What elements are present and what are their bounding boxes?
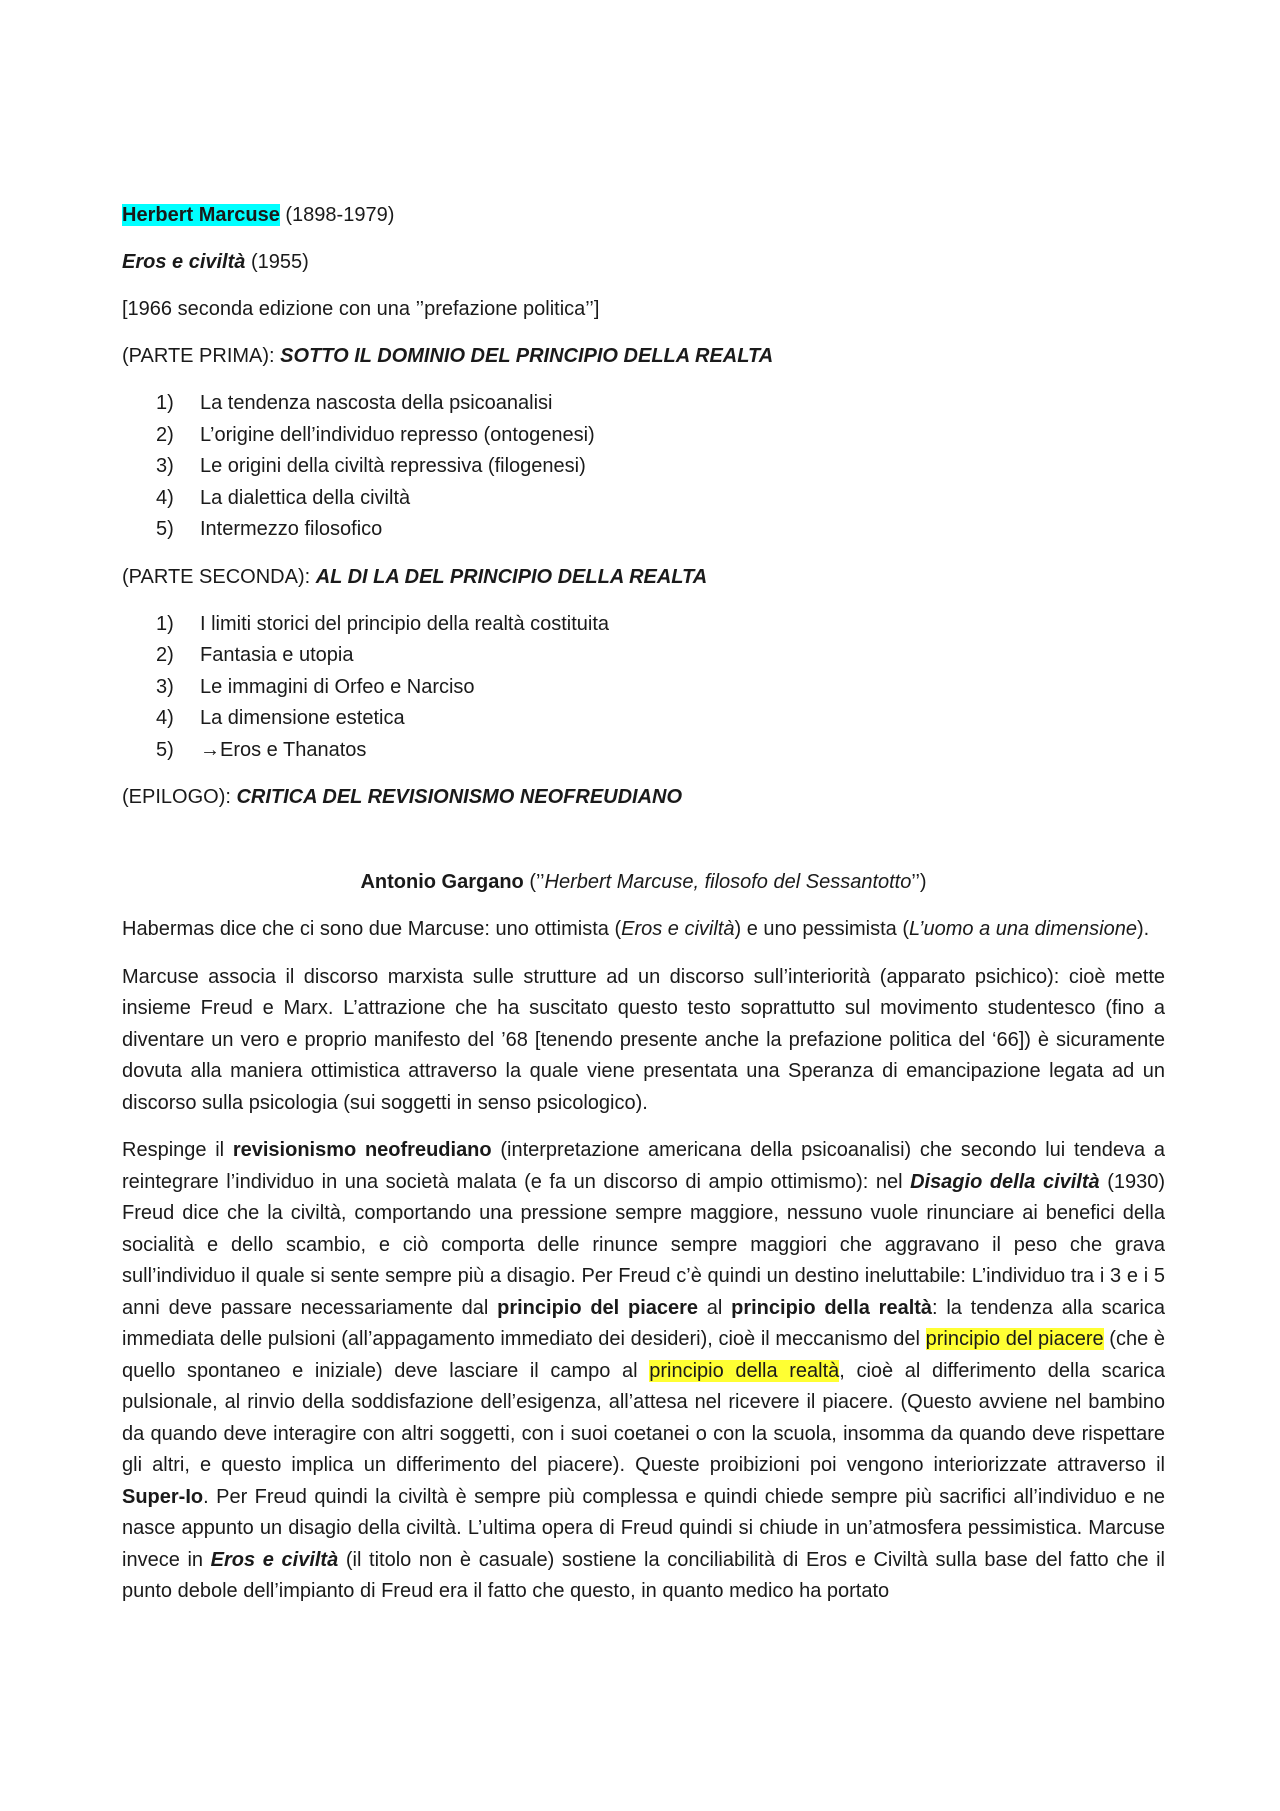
list-item: 2) Fantasia e utopia bbox=[122, 640, 1165, 672]
part1-heading bbox=[122, 341, 1165, 372]
list-item: 5) →Eros e Thanatos bbox=[122, 735, 1165, 767]
author-dates: (1898-1979) bbox=[279, 204, 395, 226]
book-year: (1955) bbox=[245, 251, 309, 273]
section-open: (’’ bbox=[523, 871, 545, 893]
paragraph-habermas: Habermas dice che ci sono due Marcuse: uno ottimista (Eros e civiltà) e uno pessimista (L’uomo a una dimensione). bbox=[122, 918, 1150, 940]
part2-prefix: (PARTE SECONDA): bbox=[122, 565, 316, 588]
list-item-text: La dimensione estetica bbox=[200, 707, 405, 729]
book-heading bbox=[122, 247, 1165, 278]
paragraph-marx-freud: Marcuse associa il discorso marxista sulle strutture ad un discorso sull’interiorità (apparato psichico): cioè mette insieme Freud e Marx. L’attrazione che ha suscitato questo testo soprattutto sul movimento studentesco (fino a diventare un vero e proprio manifesto del ’68 [tenendo presente anche la prefazione politica del ‘66]) è sicuramente dovuta alla maniera ottimistica attraverso la quale viene presentata una Speranza di emancipazione legata ad un discorso sulla psicologia (sui soggetti in senso psicologico). bbox=[122, 965, 1165, 1114]
list-item: 5) Intermezzo filosofico bbox=[122, 514, 1165, 546]
edition-note: [1966 seconda edizione con una ’’prefazione politica’’] bbox=[122, 298, 600, 320]
part1-prefix: (PARTE PRIMA): bbox=[122, 345, 281, 367]
epilogue-heading bbox=[122, 782, 1165, 813]
list-item: 4) La dimensione estetica bbox=[122, 703, 1165, 735]
highlight-principio-piacere: principio del piacere bbox=[925, 1328, 1104, 1350]
list-item-text: La dialettica della civiltà bbox=[200, 486, 411, 509]
list-item: 3) Le origini della civiltà repressiva (filogenesi) bbox=[122, 451, 1165, 483]
list-item-text: Le origini della civiltà repressiva (filogenesi) bbox=[200, 455, 586, 477]
highlight-principio-realta: principio della realtà bbox=[649, 1359, 840, 1382]
section-work: Herbert Marcuse, filosofo del Sessantotto bbox=[544, 871, 912, 893]
list-item-text: L’origine dell’individuo represso (ontogenesi) bbox=[200, 423, 595, 446]
list-item-text: Fantasia e utopia bbox=[200, 644, 354, 666]
section-heading bbox=[122, 867, 1165, 898]
list-item: 2) L’origine dell’individuo represso (ontogenesi) bbox=[122, 420, 1165, 452]
epilogue-title: CRITICA DEL REVISIONISMO NEOFREUDIANO bbox=[236, 786, 683, 808]
section-close: ’’) bbox=[911, 871, 927, 893]
list-item: 1) La tendenza nascosta della psicoanalisi bbox=[122, 388, 1165, 420]
list-item: 4) La dialettica della civiltà bbox=[122, 483, 1165, 515]
list-item-text: La tendenza nascosta della psicoanalisi bbox=[200, 392, 553, 414]
author-name: Herbert Marcuse bbox=[122, 204, 280, 226]
list-item: 3) Le immagini di Orfeo e Narciso bbox=[122, 672, 1165, 704]
part2-heading bbox=[122, 562, 1165, 593]
list-item-text: Intermezzo filosofico bbox=[200, 518, 383, 540]
author-heading bbox=[122, 200, 1165, 231]
part2-title: AL DI LA DEL PRINCIPIO DELLA REALTA bbox=[315, 565, 708, 588]
list-item-text: Le immagini di Orfeo e Narciso bbox=[200, 675, 475, 698]
part1-title: SOTTO IL DOMINIO DEL PRINCIPIO DELLA REALTA bbox=[280, 345, 774, 367]
book-title: Eros e civiltà bbox=[122, 251, 246, 273]
epilogue-prefix: (EPILOGO): bbox=[122, 786, 237, 808]
paragraph-revisionismo: Respinge il revisionismo neofreudiano (interpretazione americana della psicoanalisi) che secondo lui tendeva a reintegrare l’individuo in una società malata (e fa un discorso di ampio ottimismo): nel Disagio della civiltà (1930) Freud dice che la civiltà, comportando una pressione sempre maggiore, nessuno vuole rinunciare ai benefici della socialità e dello scambio, e ciò comporta delle rinunce sempre maggiori che aggravano il peso che grava sull’individuo il quale si sente sempre più a disagio. Per Freud c’è quindi un destino ineluttabile: L’individuo tra i 3 e i 5 anni deve passare necessariamente dal principio del piacere al principio della realtà: la tendenza alla scarica immediata delle pulsioni (all’appagamento immediato dei desideri), cioè il meccanismo del principio del piacere (che è quello spontaneo e iniziale) deve lasciare il campo al principio della realtà, cioè al differimento della scarica pulsionale, al rinvio della soddisfazione dell’esigenza, all’attesa nel ricevere il piacere. (Questo avviene nel bambino da quando deve interagire con altri soggetti, con i suoi coetanei o con la scuola, insomma da quando deve rispettare gli altri, e questo implica un differimento del piacere). Queste proibizioni poi vengono interiorizzate attraverso il Super-Io. Per Freud quindi la civiltà è sempre più complessa e quindi chiede sempre più sacrifici all’individuo e ne nasce appunto un disagio della civiltà. L’ultima opera di Freud quindi si chiude in un’atmosfera pessimistica. Marcuse invece in Eros e civiltà (il titolo non è casuale) sostiene la conciliabilità di Eros e Civiltà sulla base del fatto che il punto debole dell’impianto di Freud era il fatto che questo, in quanto medico ha portato bbox=[122, 1139, 1166, 1602]
list-item-text: →Eros e Thanatos bbox=[200, 738, 367, 761]
part2-list bbox=[122, 609, 1165, 767]
section-author: Antonio Gargano bbox=[360, 871, 524, 893]
part1-list bbox=[122, 388, 1165, 546]
list-item: 1) I limiti storici del principio della realtà costituita bbox=[122, 609, 1165, 641]
list-item-text: I limiti storici del principio della realtà costituita bbox=[200, 612, 610, 635]
